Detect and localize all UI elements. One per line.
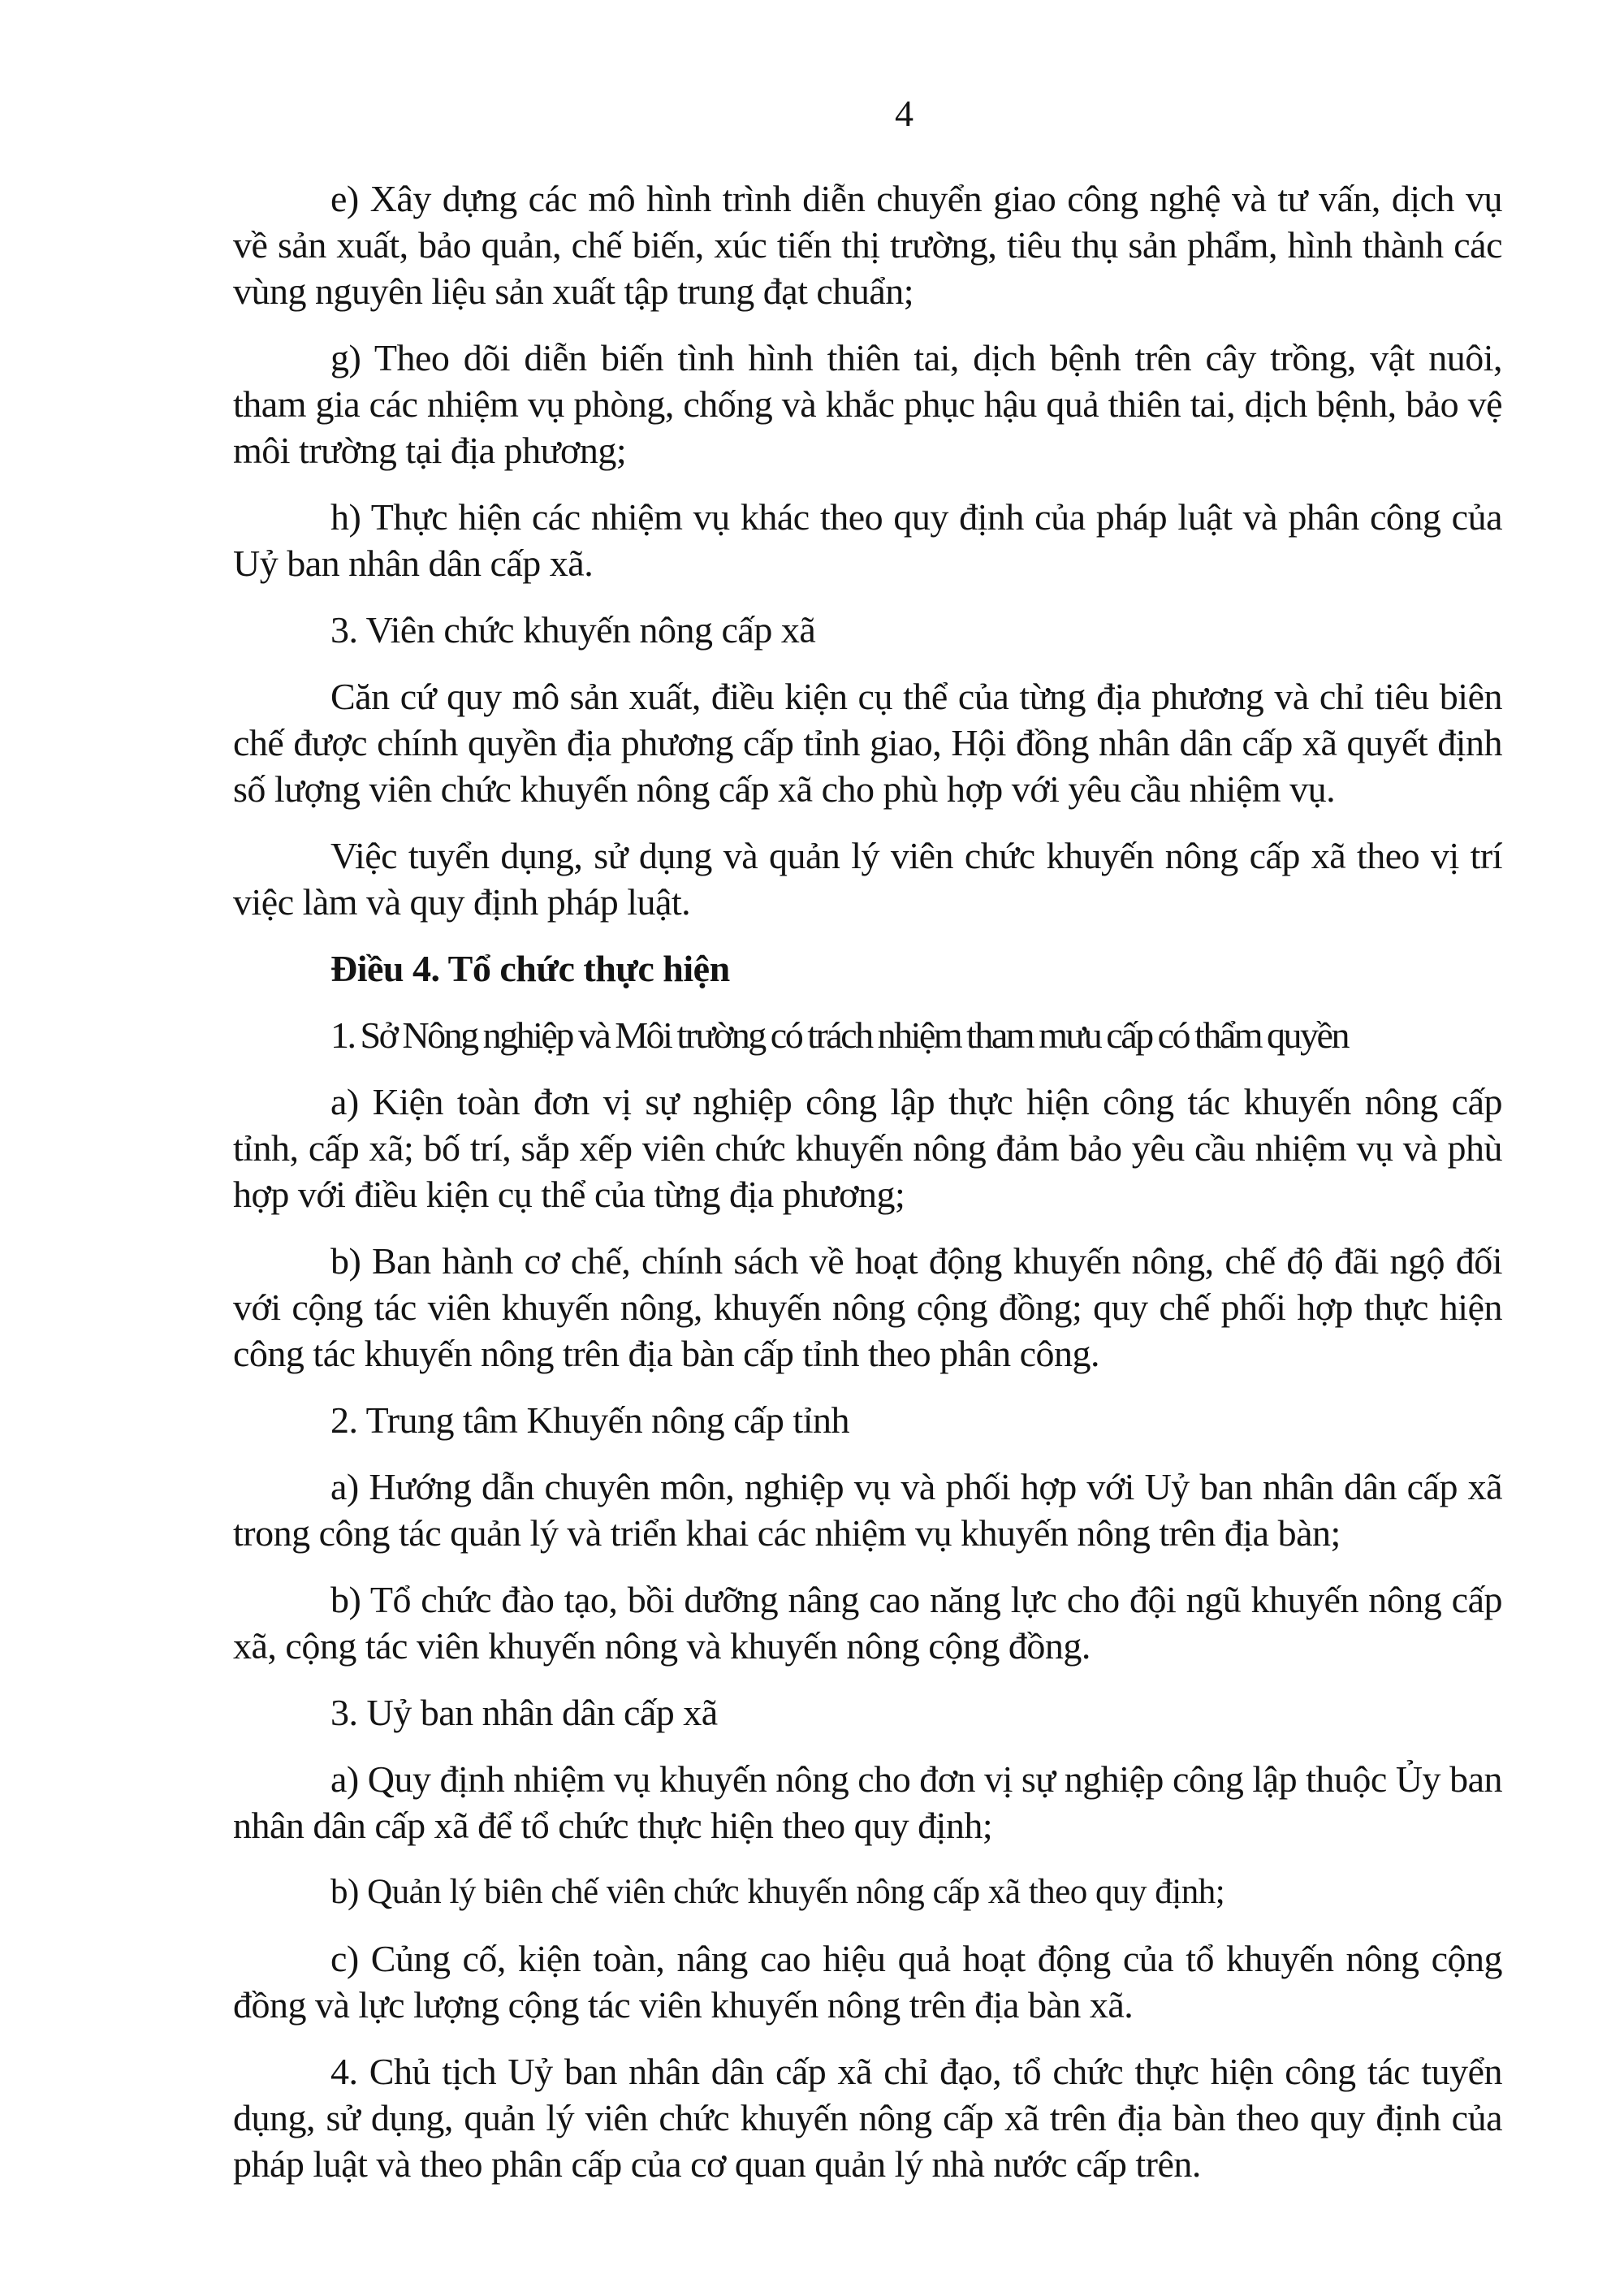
page-number: 4	[895, 93, 914, 134]
article-4-heading: Điều 4. Tổ chức thực hiện	[330, 948, 730, 989]
clause-1-point-a: a) Kiện toàn đơn vị sự nghiệp công lập thực hiện công tác khuyến nông cấp tỉnh, cấp xã; bố trí, sắp xếp viên chức khuyến nông đảm bảo yêu cầu nhiệm vụ và phù hợp với điều kiện cụ thể của từng địa phương;	[233, 1081, 1502, 1215]
clause-2-point-b: b) Tổ chức đào tạo, bồi dưỡng nâng cao năng lực cho đội ngũ khuyến nông cấp xã, cộng tác viên khuyến nông và khuyến nông cộng đồng.	[233, 1579, 1502, 1667]
article-4-clause-4: 4. Chủ tịch Uỷ ban nhân dân cấp xã chỉ đạo, tổ chức thực hiện công tác tuyển dụng, sử dụng, quản lý viên chức khuyến nông cấp xã trên địa bàn theo quy định của pháp luật và theo phân cấp của cơ quan quản lý nhà nước cấp trên.	[233, 2051, 1502, 2185]
clause-3-heading: 3. Viên chức khuyến nông cấp xã	[330, 609, 816, 651]
clause-3-paragraph-2: Việc tuyển dụng, sử dụng và quản lý viên chức khuyến nông cấp xã theo vị trí việc làm và quy định pháp luật.	[233, 835, 1502, 923]
clause-3-paragraph-1: Căn cứ quy mô sản xuất, điều kiện cụ thể của từng địa phương và chỉ tiêu biên chế được chính quyền địa phương cấp tỉnh giao, Hội đồng nhân dân cấp xã quyết định số lượng viên chức khuyến nông cấp xã cho phù hợp với yêu cầu nhiệm vụ.	[233, 676, 1502, 810]
paragraph-point-g: g) Theo dõi diễn biến tình hình thiên tai, dịch bệnh trên cây trồng, vật nuôi, tham gia các nhiệm vụ phòng, chống và khắc phục hậu quả thiên tai, dịch bệnh, bảo vệ môi trường tại địa phương;	[233, 337, 1502, 471]
clause-3-point-c: c) Củng cố, kiện toàn, nâng cao hiệu quả hoạt động của tổ khuyến nông cộng đồng và lực lượng cộng tác viên khuyến nông trên địa bàn xã.	[233, 1938, 1502, 2026]
clause-3-point-b: b) Quản lý biên chế viên chức khuyến nông cấp xã theo quy định;	[330, 1873, 1225, 1911]
article-4-clause-2: 2. Trung tâm Khuyến nông cấp tỉnh	[330, 1399, 849, 1441]
clause-3-point-a: a) Quy định nhiệm vụ khuyến nông cho đơn vị sự nghiệp công lập thuộc Ủy ban nhân dân cấp xã để tổ chức thực hiện theo quy định;	[233, 1758, 1502, 1846]
paragraph-point-h: h) Thực hiện các nhiệm vụ khác theo quy định của pháp luật và phân công của Uỷ ban nhân dân cấp xã.	[233, 496, 1502, 584]
article-4-clause-3: 3. Uỷ ban nhân dân cấp xã	[330, 1692, 718, 1733]
paragraph-point-e: e) Xây dựng các mô hình trình diễn chuyển giao công nghệ và tư vấn, dịch vụ về sản xuất, bảo quản, chế biến, xúc tiến thị trường, tiêu thụ sản phẩm, hình thành các vùng nguyên liệu sản xuất tập trung đạt chuẩn;	[233, 178, 1502, 312]
document-body	[233, 91, 1502, 2207]
clause-1-point-b: b) Ban hành cơ chế, chính sách về hoạt động khuyến nông, chế độ đãi ngộ đối với cộng tác viên khuyến nông, khuyến nông cộng đồng; quy chế phối hợp thực hiện công tác khuyến nông trên địa bàn cấp tỉnh theo phân công.	[233, 1240, 1502, 1374]
clause-2-point-a: a) Hướng dẫn chuyên môn, nghiệp vụ và phối hợp với Uỷ ban nhân dân cấp xã trong công tác quản lý và triển khai các nhiệm vụ khuyến nông trên địa bàn;	[233, 1466, 1502, 1554]
article-4-clause-1: 1. Sở Nông nghiệp và Môi trường có trách nhiệm tham mưu cấp có thẩm quyền	[330, 1014, 1348, 1056]
